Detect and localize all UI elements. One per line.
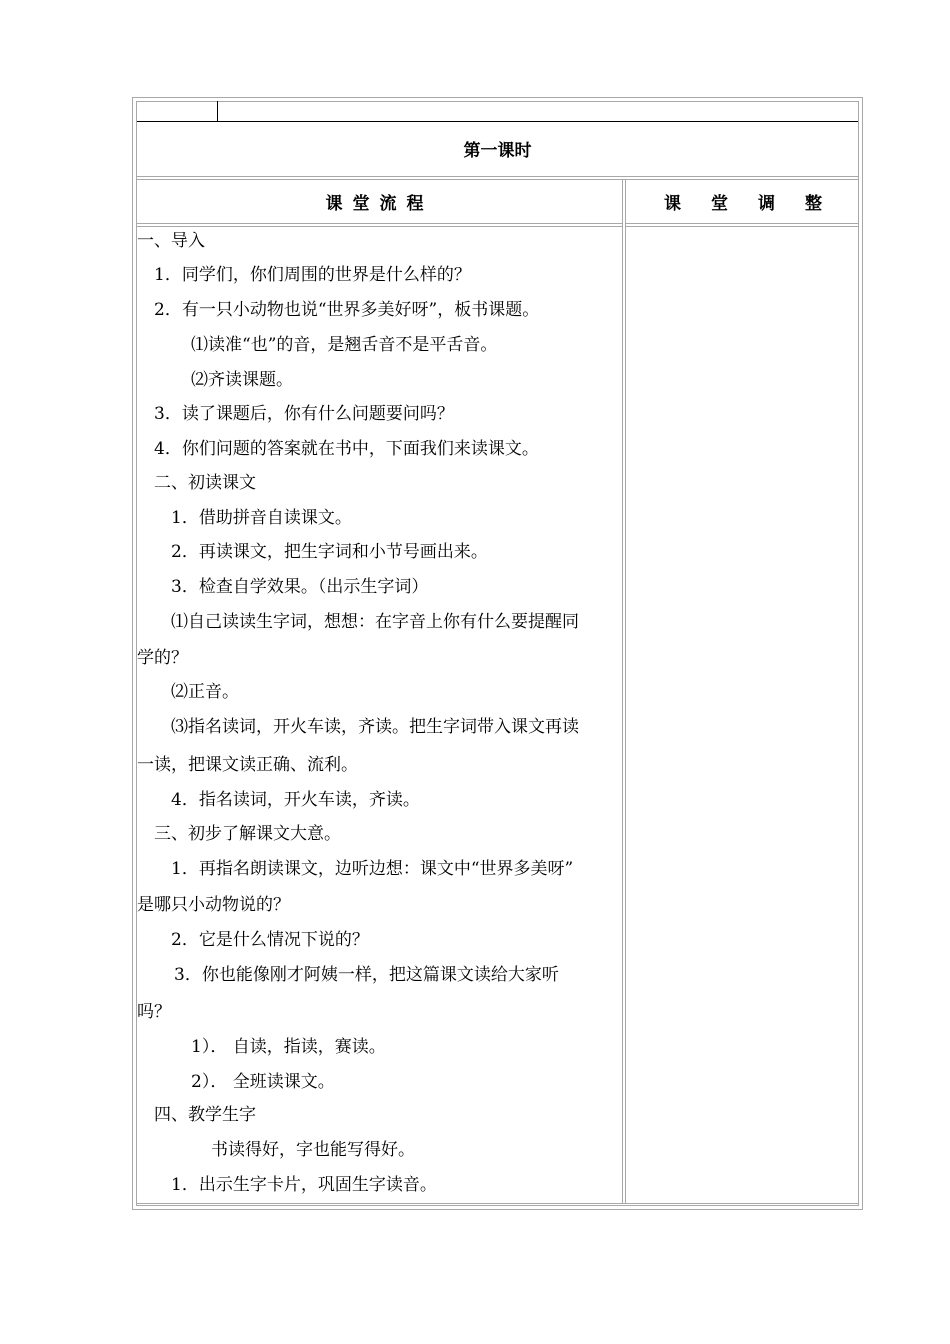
content-line: 书读得好，字也能写得好。 bbox=[211, 1140, 415, 1160]
content-line: 一、导入 bbox=[137, 231, 205, 251]
column-header-process: 课堂流程 bbox=[325, 194, 434, 214]
column-header-adjustment bbox=[626, 181, 858, 222]
content-line: 二、初读课文 bbox=[154, 473, 256, 493]
lesson-title: 第一课时 bbox=[463, 140, 532, 161]
content-line: 学的？ bbox=[137, 648, 188, 668]
content-line: ⑴自己读读生字词，想想：在字音上你有什么要提醒同 bbox=[171, 612, 579, 632]
content-line: 2．再读课文，把生字词和小节号画出来。 bbox=[171, 542, 488, 562]
content-line: 1．借助拼音自读课文。 bbox=[171, 508, 352, 528]
content-line: 1．再指名朗读课文，边听边想：课文中“世界多美呀” bbox=[171, 859, 574, 879]
content-line: 4．指名读词，开火车读，齐读。 bbox=[171, 790, 420, 810]
adjust-char-1: 课 bbox=[664, 194, 681, 214]
column-divider-right bbox=[625, 179, 626, 1203]
content-line: 4．你们问题的答案就在书中，下面我们来读课文。 bbox=[154, 439, 539, 459]
content-line: 一读，把课文读正确、流利。 bbox=[137, 755, 358, 775]
content-line: 2．它是什么情况下说的？ bbox=[171, 930, 369, 950]
header-top-line bbox=[137, 179, 858, 180]
content-line: ⑴读准“也”的音，是翘舌音不是平舌音。 bbox=[191, 335, 498, 355]
content-line: 1．出示生字卡片，巩固生字读音。 bbox=[171, 1175, 437, 1195]
header-bottom-line bbox=[137, 223, 622, 224]
content-line: ⑵正音。 bbox=[171, 682, 239, 702]
content-line: ⑵齐读课题。 bbox=[191, 370, 293, 390]
content-line: 3．检查自学效果。（出示生字词） bbox=[171, 577, 429, 597]
table-bottom-line bbox=[137, 1203, 858, 1204]
content-line: 3．读了课题后，你有什么问题要问吗？ bbox=[154, 404, 454, 424]
adjust-char-2: 堂 bbox=[711, 194, 728, 214]
content-line: 四、教学生字 bbox=[154, 1105, 256, 1125]
content-line: ⑶指名读词，开火车读，齐读。把生字词带入课文再读 bbox=[171, 717, 579, 737]
title-row-bottom-line bbox=[137, 176, 858, 177]
content-line: 吗？ bbox=[137, 1002, 171, 1022]
content-line: 三、初步了解课文大意。 bbox=[154, 824, 341, 844]
adjust-char-4: 整 bbox=[805, 194, 822, 214]
adjust-char-3: 调 bbox=[758, 194, 775, 214]
header-bottom-line-right-2 bbox=[626, 226, 858, 227]
column-divider-left bbox=[622, 179, 623, 1203]
content-line: 2）． 全班读课文。 bbox=[191, 1072, 335, 1092]
content-line: 3．你也能像刚才阿姨一样，把这篇课文读给大家听 bbox=[174, 965, 559, 985]
content-line: 是哪只小动物说的？ bbox=[137, 895, 290, 915]
header-bottom-line-2 bbox=[137, 226, 622, 227]
top-row-divider bbox=[217, 101, 218, 122]
content-line: 1）． 自读，指读，赛读。 bbox=[191, 1037, 386, 1057]
header-bottom-line-right bbox=[626, 223, 858, 224]
content-line: 1．同学们，你们周围的世界是什么样的？ bbox=[154, 265, 471, 285]
content-line: 2．有一只小动物也说“世界多美好呀”，板书课题。 bbox=[154, 300, 540, 320]
